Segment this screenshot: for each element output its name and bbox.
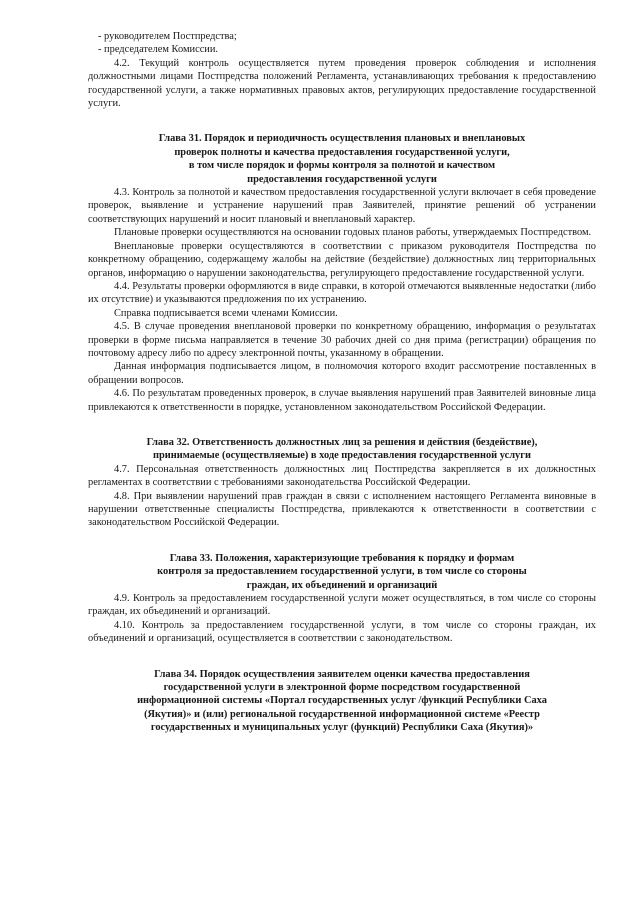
heading-line: государственных и муниципальных услуг (функций) Республики Саха (Якутия)» [150, 722, 534, 734]
heading-line: Глава 31. Порядок и периодичность осуществления плановых и внеплановых [158, 133, 526, 145]
paragraph: 4.3. Контроль за полнотой и качеством предоставления государственной услуги включает в себя проведение проверок, выявление и устранение нарушений прав Заявителей, принятие решений об устранении соответствующих нарушений и носит плановый и внеплановый характер. [88, 187, 596, 225]
list-item: - председателем Комиссии. [98, 44, 219, 56]
document-page [88, 30, 596, 735]
heading-line: контроля за предоставлением государственной услуги, в том числе со стороны [157, 566, 527, 578]
list-item: - руководителем Постпредства; [98, 31, 237, 42]
paragraph: 4.5. В случае проведения внеплановой проверки по конкретному обращению, информация о результатах проверки в форме письма направляется в течение 30 рабочих дней со дня прима (регистрации) обращения по почтовому адресу либо по адресу электронной почты, указанному в обращении. [88, 321, 596, 359]
paragraph: Справка подписывается всеми членами Комиссии. [114, 307, 338, 319]
heading-line: информационной системы «Портал государственных услуг /функций Республики Саха [137, 695, 547, 707]
heading-line: Глава 33. Положения, характеризующие требования к порядку и формам [169, 552, 515, 564]
heading-line: проверок полноты и качества предоставления государственной услуги, [174, 146, 510, 158]
heading-line: государственной услуги в электронной форме посредством государственной [163, 682, 521, 694]
chapter-31-heading [88, 132, 596, 186]
heading-line: Глава 32. Ответственность должностных лиц за решения и действия (бездействие), [146, 436, 538, 448]
paragraph: Плановые проверки осуществляются на основании годовых планов работы, утверждаемых Постпредством. [114, 227, 592, 239]
paragraph: 4.10. Контроль за предоставлением государственной услуги, в том числе со стороны граждан, их объединений и организаций, осуществляется в соответствии с законодательством. [88, 619, 596, 645]
heading-line: принимаемые (осуществляемые) в ходе предоставления государственной услуги [153, 450, 531, 462]
chapter-34-heading [88, 668, 596, 735]
heading-line: (Якутия)» и (или) региональной государственной информационной системе «Реестр [144, 708, 540, 720]
heading-line: предоставления государственной услуги [247, 173, 437, 185]
paragraph: 4.2. Текущий контроль осуществляется путем проведения проверок соблюдения и исполнения должностными лицами Постпредства положений Регламента, устанавливающих требования к предоставлению государственной услуги, а также нормативных правовых актов, регулирующих предоставление государственной услуги. [88, 57, 596, 110]
chapter-33-heading [88, 552, 596, 592]
heading-line: граждан, их объединений и организаций [246, 579, 438, 591]
paragraph: 4.6. По результатам проведенных проверок, в случае выявления нарушений прав Заявителей виновные лица привлекаются к ответственности в порядке, установленном законодательством Российской Федерации. [88, 388, 596, 413]
paragraph: 4.8. При выявлении нарушений прав граждан в связи с исполнением настоящего Регламента виновные в нарушении ответственные специалисты Постпредства, привлекаются к ответственности в соответствии с законодательством Российской Федерации. [88, 490, 596, 529]
heading-line: Глава 34. Порядок осуществления заявителем оценки качества предоставления [154, 668, 530, 680]
paragraph: 4.9. Контроль за предоставлением государственной услуги может осуществляться, в том числе со стороны граждан, их объединений и организаций. [88, 593, 596, 618]
heading-line: в том числе порядок и формы контроля за полнотой и качеством [188, 160, 496, 172]
paragraph: Данная информация подписывается лицом, в полномочия которого входит рассмотрение поставленных в обращении вопросов. [88, 361, 596, 386]
chapter-32-heading [88, 436, 596, 463]
paragraph: 4.7. Персональная ответственность должностных лиц Постпредства закрепляется в их должностных регламентах в соответствии с требованиями законодательства Российской Федерации. [88, 463, 596, 489]
paragraph: Внеплановые проверки осуществляются в соответствии с приказом руководителя Постпредства по конкретному обращению, содержащему жалобы на действие (бездействие) должностных лиц территориальных органов, информацию о нарушении законодательства, регулирующего предоставление государственной услуги. [88, 240, 596, 279]
paragraph: 4.4. Результаты проверки оформляются в виде справки, в которой отмечаются выявленные недостатки (либо их отсутствие) и указываются предложения по их устранению. [88, 280, 596, 306]
